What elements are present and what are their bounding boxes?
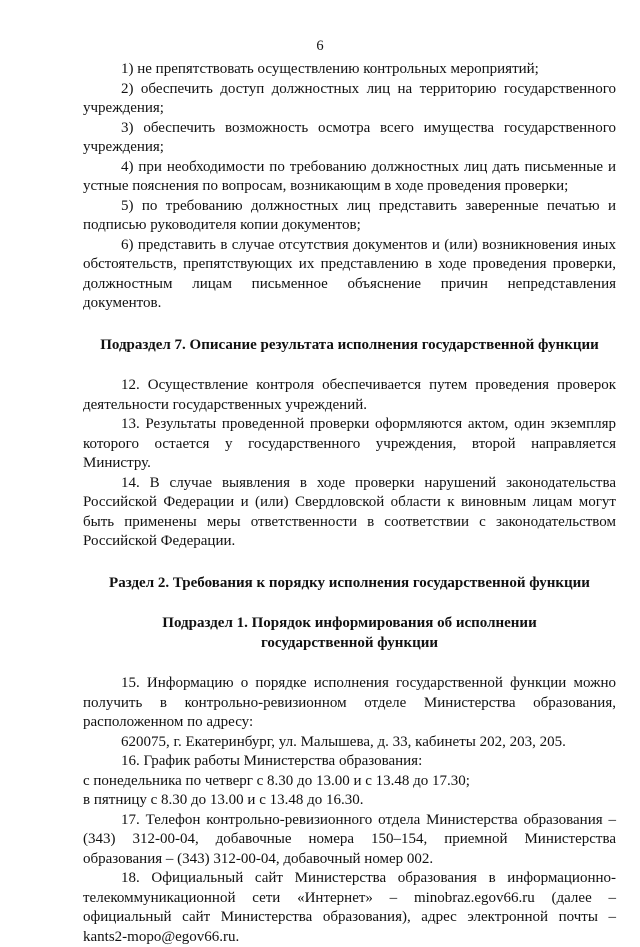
ministry-address: 620075, г. Екатеринбург, ул. Малышева, д. 33, кабинеты 202, 203, 205. [121, 733, 566, 750]
paragraph-16: 16. График работы Министерства образования: [121, 753, 423, 769]
obligation-item-1: 1) не препятствовать осуществлению контрольных мероприятий; [121, 61, 539, 77]
subsection-7-heading: Подраздел 7. Описание результата исполнения государственной функции [100, 336, 599, 353]
obligation-item-5: 5) по требованию должностных лиц представить заверенные печатью и подписью руководителя копии документов; [83, 197, 616, 233]
paragraph-15: 15. Информацию о порядке исполнения государственной функции можно получить в контрольно-ревизионном отделе Министерства образования, расположенном по адресу: [83, 675, 616, 730]
obligation-item-4: 4) при необходимости по требованию должностных лиц дать письменные и устные пояснения по вопросам, возникающим в ходе проведения проверки; [83, 158, 616, 194]
paragraph-12: 12. Осуществление контроля обеспечивается путем проведения проверок деятельности государственных учреждений. [83, 377, 616, 413]
paragraph-18: 18. Официальный сайт Министерства образования в информационно-телекоммуникационной сети «Интернет» – minobraz.egov66.ru (далее – официальный сайт Министерства образования), адрес электронной почты – kants2-mopo@egov66.ru. [83, 870, 616, 945]
section-2-heading: Раздел 2. Требования к порядку исполнения государственной функции [109, 574, 590, 591]
paragraph-17: 17. Телефон контрольно-ревизионного отдела Министерства образования – (343) 312-00-04, добавочные номера 150–154, приемной Министерства образования – (343) 312-00-04, добавочный номер 002. [83, 811, 616, 867]
obligation-item-3: 3) обеспечить возможность осмотра всего имущества государственного учреждения; [83, 119, 616, 155]
obligation-item-2: 2) обеспечить доступ должностных лиц на территорию государственного учреждения; [83, 80, 616, 116]
paragraph-14: 14. В случае выявления в ходе проверки нарушений законодательства Российской Федерации и (или) Свердловской области к виновным лицам могут быть применены меры ответственности в соответствии с законодательством Российской Федерации. [83, 474, 616, 549]
schedule-fri: в пятницу с 8.30 до 13.00 и с 13.48 до 16.30. [83, 792, 364, 808]
paragraph-13: 13. Результаты проведенной проверки оформляются актом, один экземпляр которого остается у государственного учреждения, второй направляется Министру. [83, 416, 616, 471]
schedule-mon-thu: с понедельника по четверг с 8.30 до 13.00 и с 13.48 до 17.30; [83, 772, 470, 789]
subsection-1-heading-line1: Подраздел 1. Порядок информирования об исполнении [162, 615, 537, 631]
page-number: 6 [316, 38, 324, 54]
document-body [83, 60, 616, 947]
subsection-1-heading-line2: государственной функции [260, 634, 439, 651]
obligation-item-6: 6) представить в случае отсутствия документов и (или) возникновения иных обстоятельств, препятствующих их представлению в ходе проведения проверки, должностным лицам письменное объяснение причин непредставления документов. [83, 236, 616, 311]
